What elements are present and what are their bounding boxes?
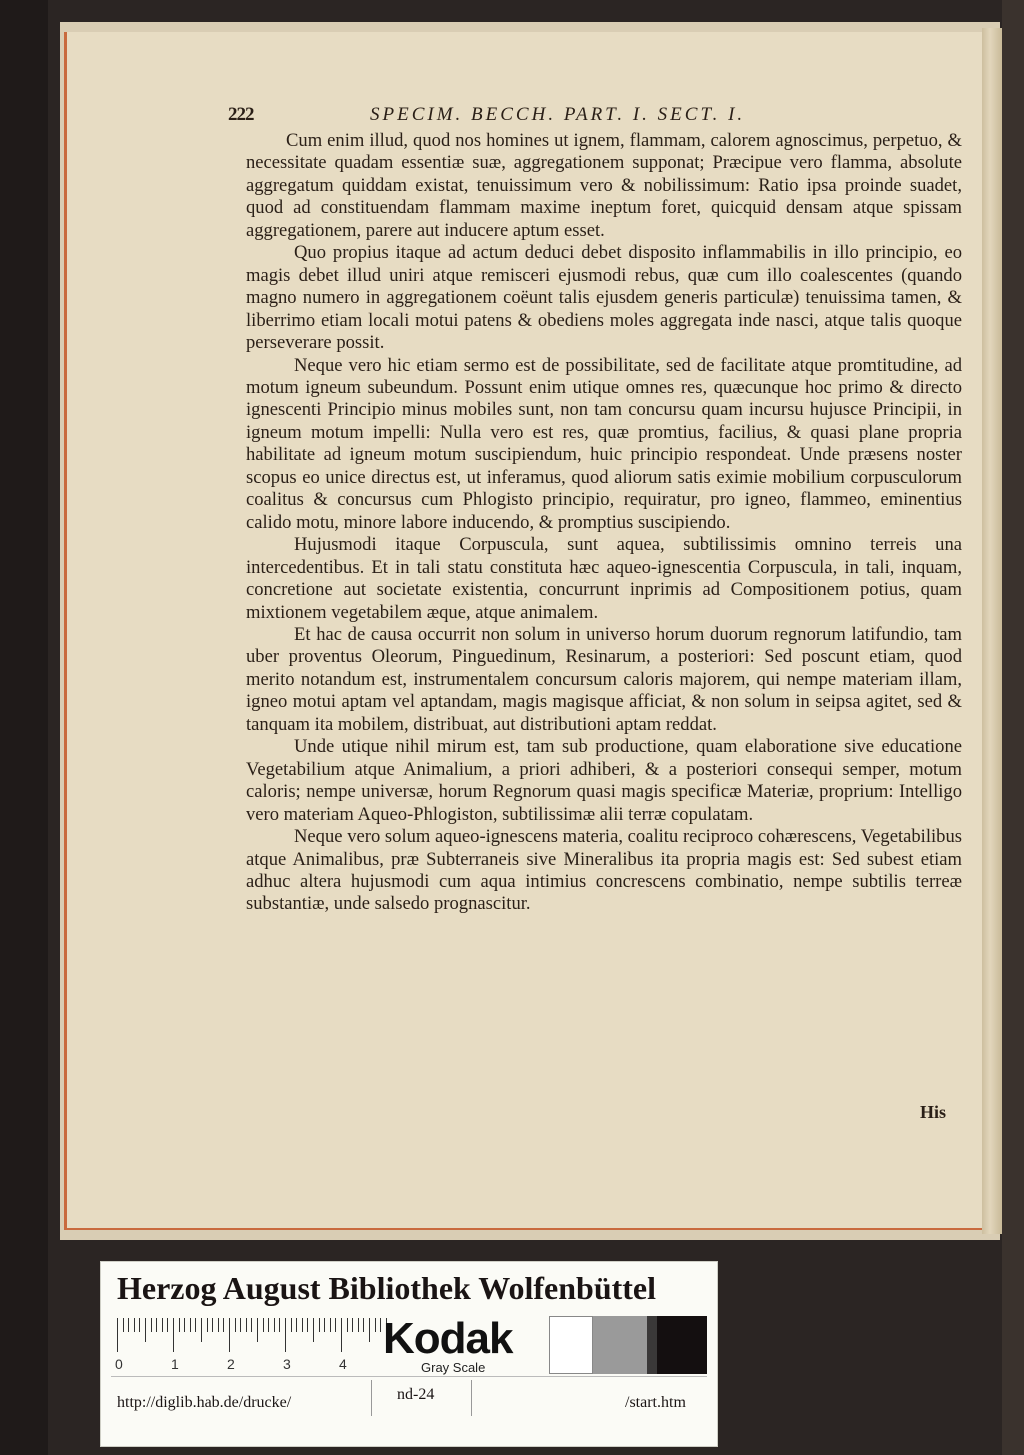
ruler-tick <box>235 1318 236 1332</box>
ruler-tick <box>207 1318 208 1332</box>
ruler-tick <box>162 1318 163 1332</box>
ruler-tick <box>307 1318 308 1332</box>
gray-scale-label: Gray Scale <box>421 1360 486 1375</box>
ruler-tick <box>195 1318 196 1332</box>
ruler-labels <box>115 1356 375 1374</box>
ruler-tick <box>156 1318 157 1332</box>
ruler-tick <box>313 1318 314 1342</box>
page-header <box>228 104 968 130</box>
body-text <box>246 130 962 916</box>
ruler-tick <box>268 1318 269 1332</box>
ruler-tick <box>319 1318 320 1332</box>
url-right: /start.htm <box>625 1394 686 1411</box>
ruler-tick <box>251 1318 252 1332</box>
ruler-tick <box>223 1318 224 1332</box>
ruler-tick <box>167 1318 168 1332</box>
ruler-tick <box>335 1318 336 1332</box>
ruler-tick <box>139 1318 140 1332</box>
ruler-tick <box>151 1318 152 1332</box>
ruler-label: 2 <box>227 1356 235 1372</box>
ruler-tick <box>240 1318 241 1332</box>
page-edge <box>982 28 1002 1234</box>
ruler-tick <box>218 1318 219 1332</box>
ruler-tick <box>296 1318 297 1332</box>
ruler-tick <box>246 1318 247 1332</box>
ruler-tick <box>117 1318 118 1352</box>
gray-patch <box>593 1316 647 1374</box>
ruler-tick <box>212 1318 213 1332</box>
card-divider <box>111 1376 707 1377</box>
ruler-tick <box>285 1318 286 1352</box>
paragraph: Unde utique nihil mirum est, tam sub productione, quam elaboratione sive educatione Vegetabilium atque Animalium, a priori adhiberi, & a posteriori consequi semper, motum caloris; nempe universæ, horum Regnorum quasi magis specificæ Materiæ, proprium: Intelligo vero materiam Aqueo-Phlogiston, subtilissimæ alii terræ copulatam. <box>246 736 962 825</box>
ruler-tick <box>330 1318 331 1332</box>
ruler-tick <box>358 1318 359 1332</box>
page-number: 222 <box>228 104 254 125</box>
ruler-label: 3 <box>283 1356 291 1372</box>
ruler-label: 0 <box>115 1356 123 1372</box>
gray-patch <box>657 1316 707 1374</box>
paragraph: Neque vero hic etiam sermo est de possibilitate, sed de facilitate atque promtitudine, ad motum igneum subeundum. Possunt enim utique omnes res, quæcunque hoc primo & directo ignescenti Principio minus mobiles sunt, non tam concursu quam incursu hujusce Principii, in igneum motum impelli: Nulla vero est res, quæ promtius, facilius, & quasi plane propria habilitate ad igneum motum suscipiendum, huic principio respondeat. Unde præsens noster scopus eo unice directus est, ut inferamus, quod aliorum satis eximie mobilium corpusculorum coalitus & concursus cum Phlogisto principio, requiratur, pro igneo, flammeo, eminentius calido motu, minore labore inducendo, & promptius suscipiendo. <box>246 354 962 533</box>
ruler-tick <box>363 1318 364 1332</box>
running-head: SPECIM. BECCH. PART. I. SECT. I. <box>370 104 746 125</box>
ruler-tick <box>184 1318 185 1332</box>
shelf-code: nd-24 <box>397 1386 435 1403</box>
code-divider <box>471 1380 472 1416</box>
paragraph: Et hac de causa occurrit non solum in universo horum duorum regnorum latifundio, tam uber proventus Oleorum, Pinguedinum, Resinarum, a posteriori: Sed poscunt etiam, quod merito notandum est, instrumentalem concursum caloris majorem, qui nempe materiam illam, igneo motui aptam vel aptandam, magis magisque afficiat, & non solum in seipsa agitet, sed & tanquam ita mobilem, distribuat, aut distributioni aptam reddat. <box>246 623 962 735</box>
ruler-tick <box>341 1318 342 1352</box>
ruler-tick <box>263 1318 264 1332</box>
ruler-tick <box>375 1318 376 1332</box>
ruler-tick <box>369 1318 370 1342</box>
catchword: His <box>920 1102 947 1122</box>
ruler-tick <box>279 1318 280 1332</box>
code-divider <box>371 1380 372 1416</box>
ruler-tick <box>257 1318 258 1342</box>
ruler-label: 1 <box>171 1356 179 1372</box>
ruler-tick <box>274 1318 275 1332</box>
kodak-logo: Kodak <box>383 1314 513 1363</box>
gray-patch <box>549 1316 593 1374</box>
ruler-tick <box>201 1318 202 1342</box>
paragraph: Neque vero solum aqueo-ignescens materia, coalitu reciproco cohærescens, Vegetabilibus atque Animalibus, præ Subterraneis sive Mineralibus ita propria magis est: Sed subest etiam adhuc altera hujusmodi cum aqua intimius concrescens combinatio, nempe subtilis terreæ substantiæ, unde salsedo prognascitur. <box>246 826 962 915</box>
ruler-tick <box>128 1318 129 1332</box>
ruler-tick <box>302 1318 303 1332</box>
ruler-tick <box>190 1318 191 1332</box>
url-left: http://diglib.hab.de/drucke/ <box>117 1394 292 1411</box>
paragraph: Cum enim illud, quod nos homines ut ignem, flammam, calorem agnoscimus, perpetuo, & necessitate quadam essentiæ suæ, aggregationem supponat; Præcipue vero flamma, absolute aggregatum quiddam existat, tenuissimum vero & nobilissimum: Ratio ipsa proinde suadet, quod ad constituendam flammam maxime ineptum foret, quicquid densam atque spissam aggregationem, parere aut inducere aptum esset. <box>246 130 962 241</box>
ruler-tick <box>324 1318 325 1332</box>
library-name: Herzog August Bibliothek Wolfenbüttel <box>117 1270 657 1306</box>
paragraph: Hujusmodi itaque Corpuscula, sunt aquea, subtilissimis omnino terreis una intercedentibus. Et in tali statu constituta hæc aqueo-ignescentia Corpuscula, in tali, inquam, concretione aut societate existentia, concurrunt inprimis ad Compositionem potius, quam mixtionem vegetabilem æque, atque animalem. <box>246 534 962 623</box>
ruler-tick <box>173 1318 174 1352</box>
color-calibration-card <box>100 1261 718 1447</box>
gray-patch <box>647 1316 657 1374</box>
ruler-tick <box>145 1318 146 1342</box>
left-dark-strip <box>0 0 48 1455</box>
ruler-tick <box>347 1318 348 1332</box>
ruler-label: 4 <box>339 1356 347 1372</box>
ruler-tick <box>123 1318 124 1332</box>
paragraph: Quo propius itaque ad actum deduci debet disposito inflammabilis in illo principio, eo magis debet illud uniri atque remisceri ejusmodi rebus, quæ cum illo coalescentes (quando magno numero in aggregationem coëunt talis ejusdem generis particulæ) tenuissima tamen, & liberrimo etiam locali motui patens & obediens moles aggregata inde nasci, atque talis quoque perseverare possit. <box>246 242 962 354</box>
ruler-tick <box>229 1318 230 1352</box>
ruler <box>117 1318 367 1352</box>
ruler-tick <box>179 1318 180 1332</box>
ruler-tick <box>352 1318 353 1332</box>
right-dark-strip <box>1002 0 1024 1455</box>
ruler-tick <box>134 1318 135 1332</box>
ruler-tick <box>291 1318 292 1332</box>
ruler-tick <box>380 1318 381 1332</box>
